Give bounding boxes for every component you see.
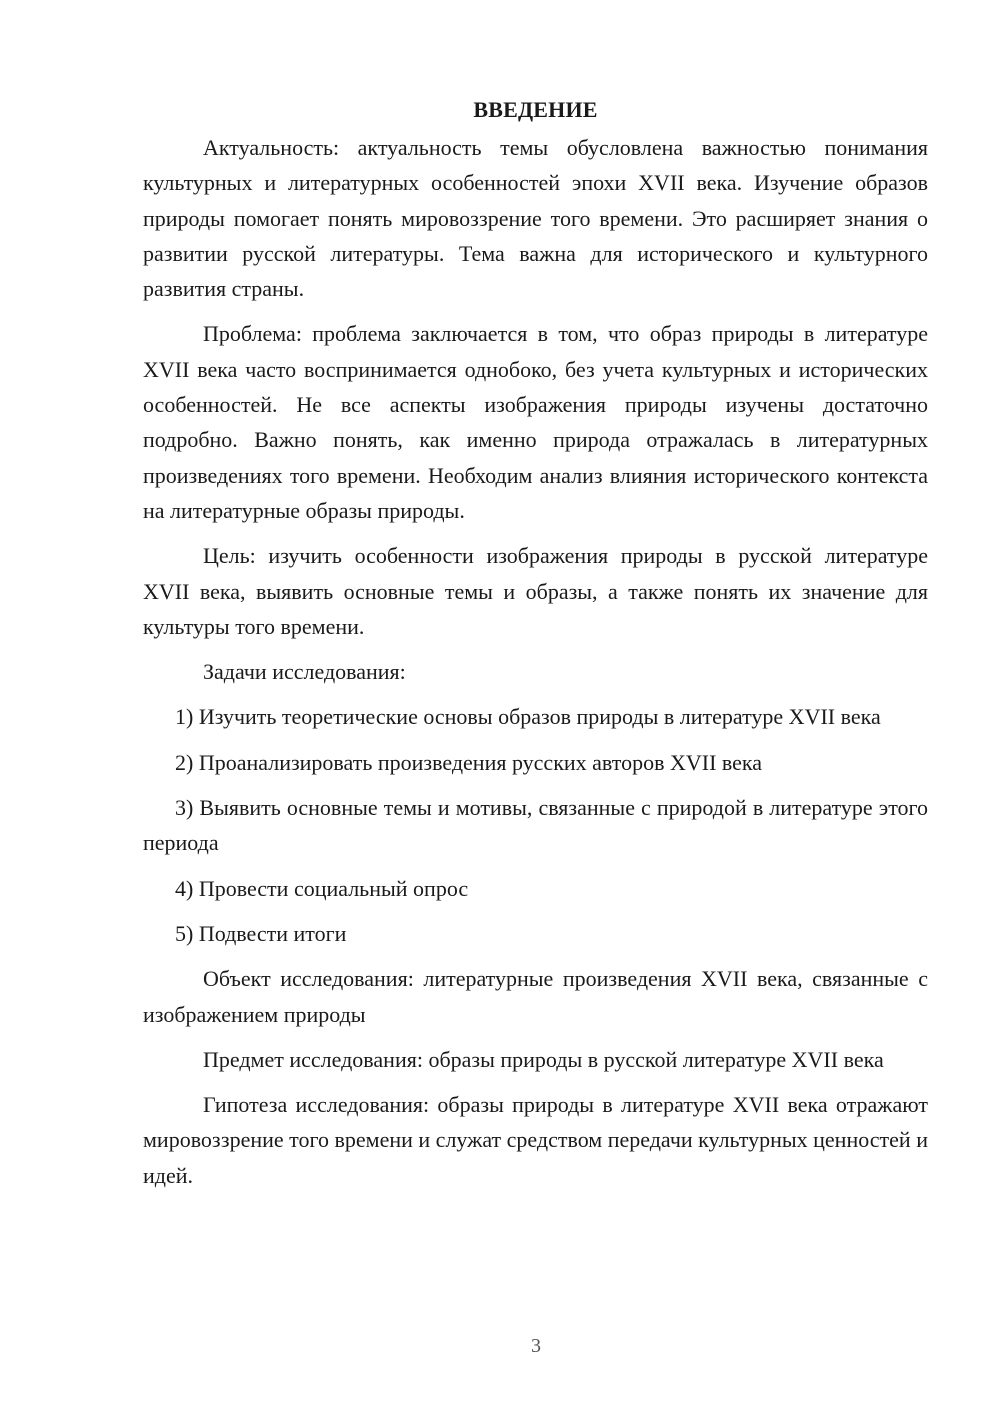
paragraph-object: Объект исследования: литературные произведения XVII века, связанные с изображением природы xyxy=(143,966,928,1027)
paragraph-problem: Проблема: проблема заключается в том, что образ природы в литературе XVII века часто воспринимается однобоко, без учета культурных и исторических особенностей. Не все аспекты изображения природы изучены достаточно подробно. Важно понять, как именно природа отражалась в литературных произведениях того времени. Необходим анализ влияния исторического контекста на литературные образы природы. xyxy=(143,321,928,523)
section-title: ВВЕДЕНИЕ xyxy=(473,97,598,122)
task-item-1: 1) Изучить теоретические основы образов природы в литературе XVII века xyxy=(175,704,881,730)
page-number: 3 xyxy=(531,1335,541,1357)
paragraph-relevance: Актуальность: актуальность темы обусловлена важностью понимания культурных и литературных особенностей эпохи XVII века. Изучение образов природы помогает понять мировоззрение того времени. Это расширяет знания о развитии русской литературы. Тема важна для исторического и культурного развития страны. xyxy=(143,135,928,302)
paragraph-subject: Предмет исследования: образы природы в русской литературе XVII века xyxy=(203,1046,884,1072)
task-item-4: 4) Провести социальный опрос xyxy=(175,875,469,901)
document-page xyxy=(143,92,928,1203)
task-item-5: 5) Подвести итоги xyxy=(175,920,347,946)
paragraph-goal: Цель: изучить особенности изображения природы в русской литературе XVII века, выявить основные темы и образы, а также понять их значение для культуры того времени. xyxy=(143,543,928,639)
task-item-2: 2) Проанализировать произведения русских авторов XVII века xyxy=(175,749,763,775)
paragraph-tasks-heading: Задачи исследования: xyxy=(203,659,406,685)
paragraph-hypothesis: Гипотеза исследования: образы природы в литературе XVII века отражают мировоззрение того времени и служат средством передачи культурных ценностей и идей. xyxy=(143,1092,928,1188)
task-item-3: 3) Выявить основные темы и мотивы, связанные с природой в литературе этого периода xyxy=(143,795,928,856)
